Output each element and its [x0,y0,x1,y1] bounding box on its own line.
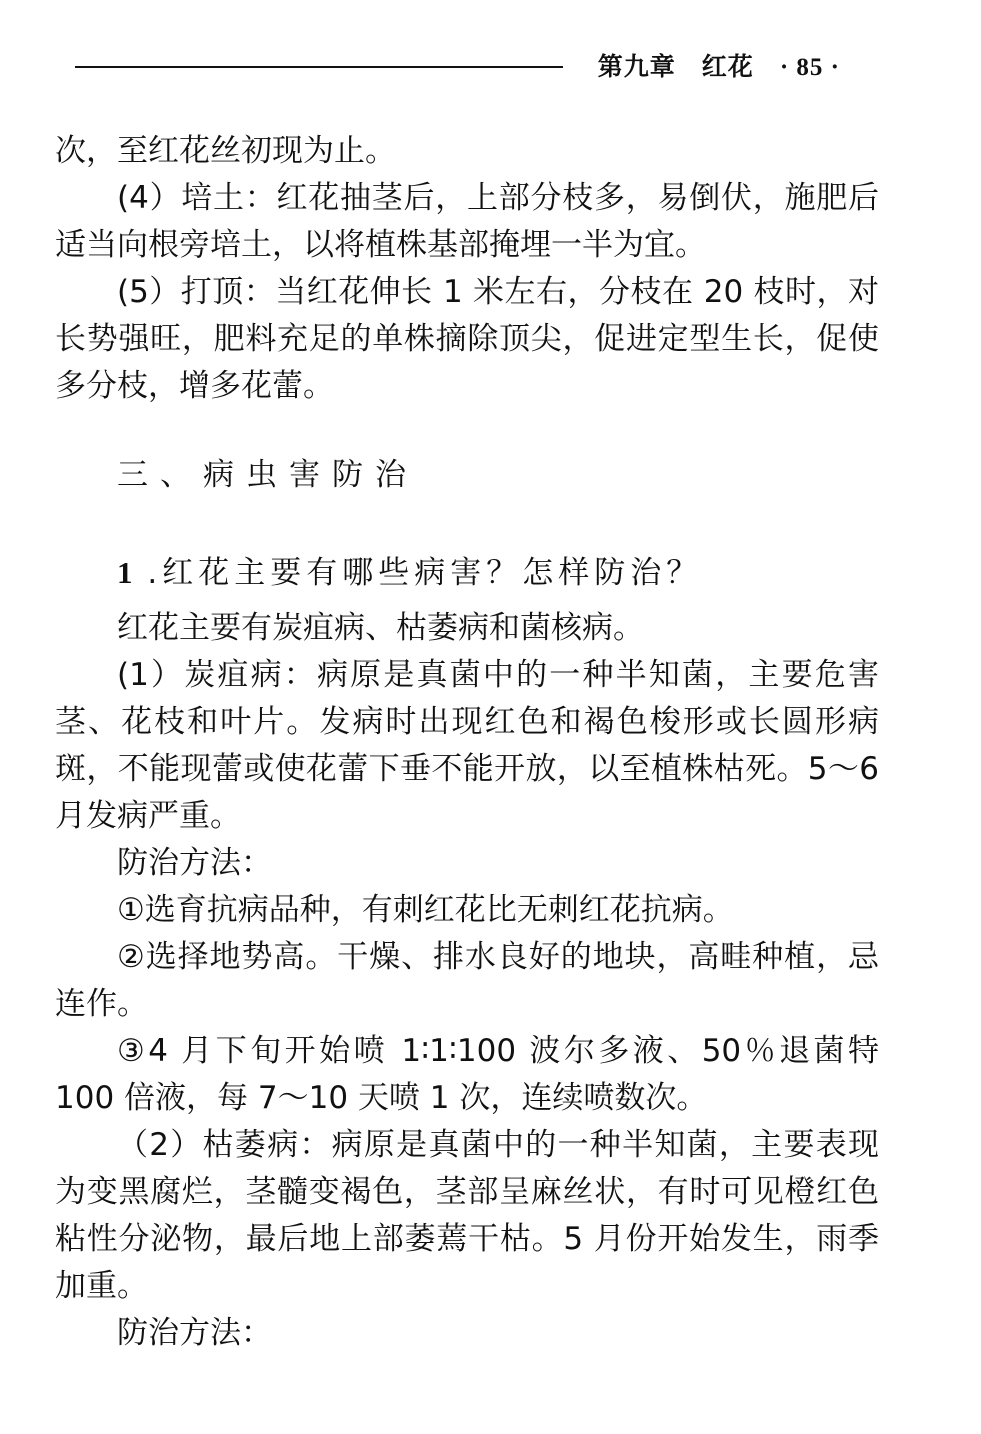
section-heading: 三、病虫害防治 [117,457,418,493]
header-rule [75,66,563,68]
paragraph: (1）炭疽病：病原是真菌中的一种半知菌，主要危害茎、花枝和叶片。发病时出现红色和褐色梭形或长圆形病斑，不能现蕾或使花蕾下垂不能开放，以至植株枯死。5～6 月发病严重。 [55,657,879,834]
page-body [55,128,879,1357]
question-text: .红花主要有哪些病害？怎样防治？ [147,555,703,591]
question-heading [55,549,879,597]
paragraph: 红花主要有炭疽病、枯萎病和菌核病。 [117,610,644,646]
paragraph: 次，至红花丝初现为止。 [55,133,396,169]
running-header [598,52,840,83]
chapter-label: 第九章 [597,52,676,81]
paragraph: ①选育抗病品种，有刺红花比无刺红花抗病。 [117,892,734,928]
paragraph: 防治方法： [117,1315,272,1351]
chapter-title: 红花 [701,52,754,81]
question-number: 1 [117,555,133,590]
paragraph: ②选择地势高。干燥、排水良好的地块，高畦种植，忌连作。 [55,939,879,1022]
paragraph: (4）培土：红花抽茎后，上部分枝多，易倒伏，施肥后适当向根旁培土，以将植株基部掩埋一半为宜。 [55,180,879,263]
answer-block [55,605,879,1357]
paragraph: （2）枯萎病：病原是真菌中的一种半知菌，主要表现为变黑腐烂，茎髓变褐色，茎部呈麻丝状，有时可见橙红色粘性分泌物，最后地上部萎蔫干枯。5 月份开始发生，雨季加重。 [55,1127,879,1304]
paragraph: 防治方法： [117,845,272,881]
paragraph: (5）打顶：当红花伸长 1 米左右，分枝在 20 枝时，对长势强旺，肥料充足的单株摘除顶尖，促进定型生长，促使多分枝，增多花蕾。 [55,274,879,404]
page-number: · 85 · [779,54,840,81]
paragraph: ③4 月下旬开始喷 1∶1∶100 波尔多液、50％退菌特 100 倍液，每 7～10 天喷 1 次，连续喷数次。 [55,1033,879,1116]
